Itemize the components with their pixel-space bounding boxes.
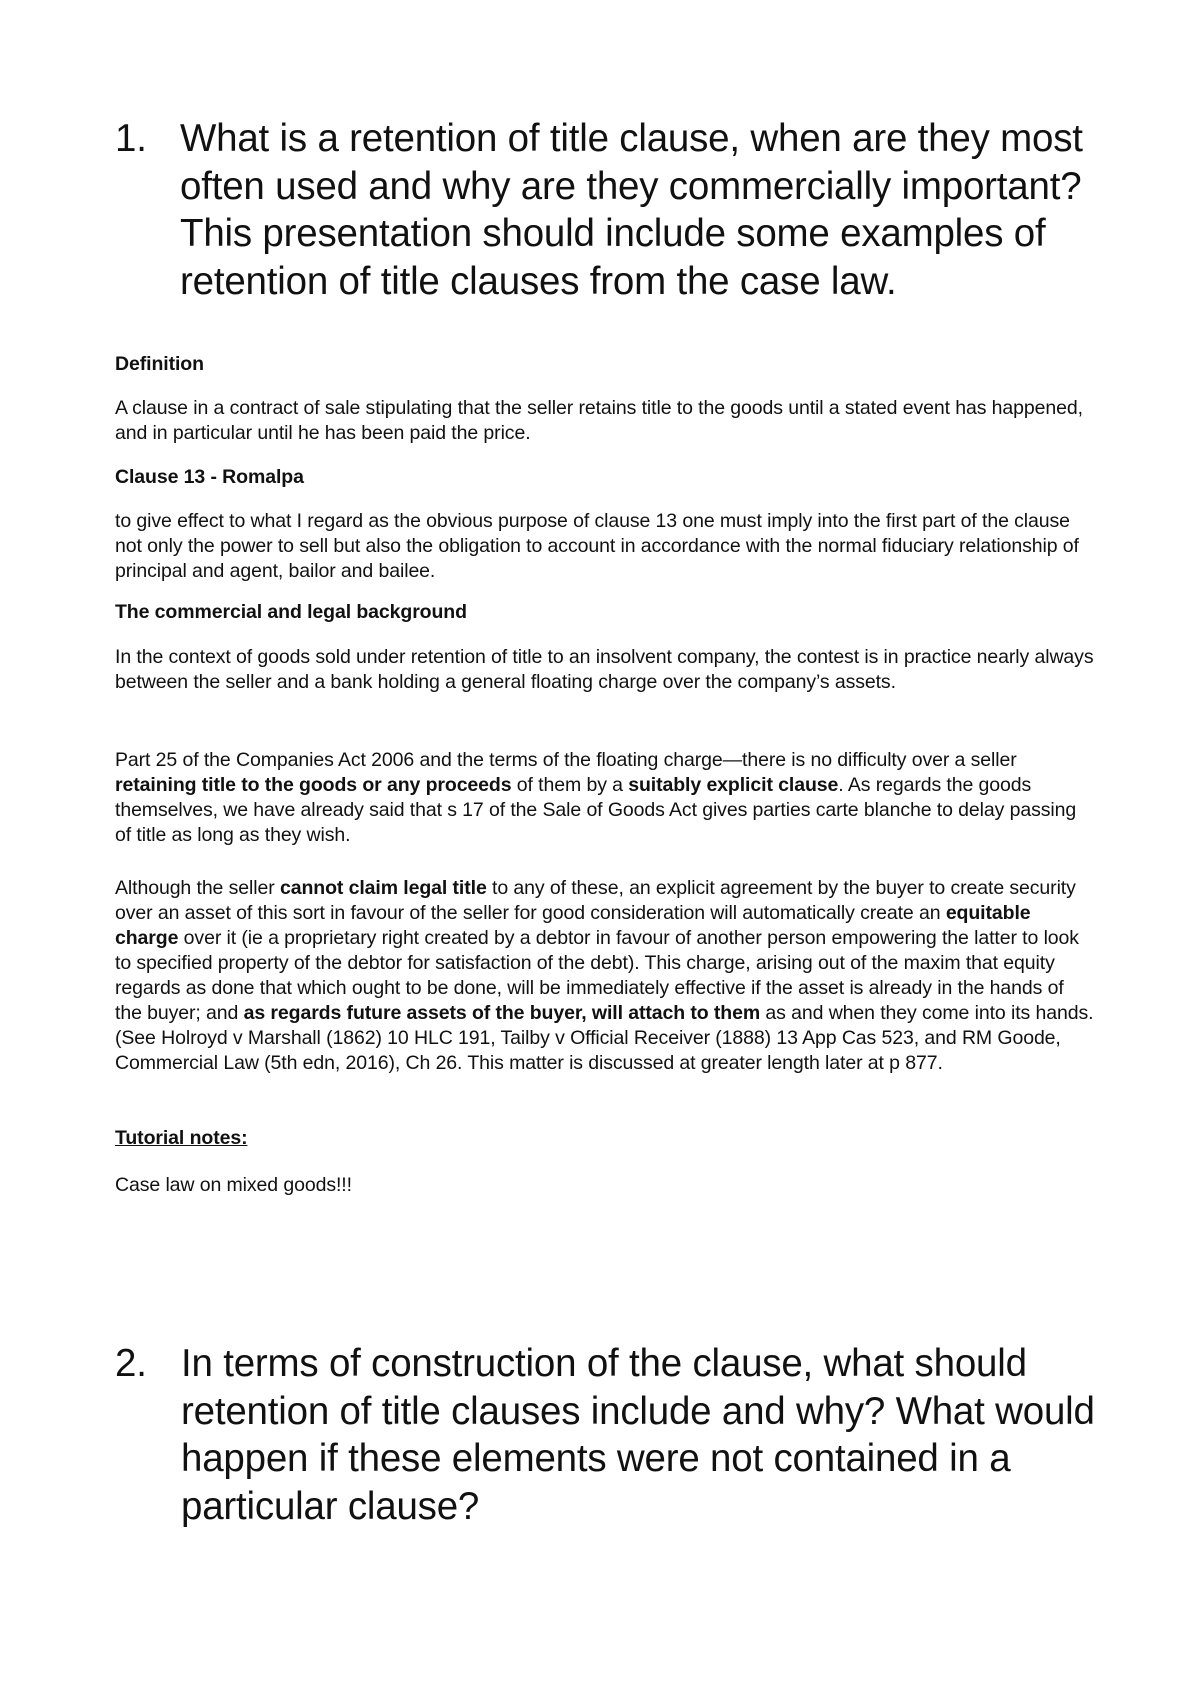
question-text: In terms of construction of the clause, what should retention of title clauses include and why? What would happen if these elements were not contained in a particular clause? bbox=[181, 1342, 1095, 1528]
although-paragraph bbox=[115, 876, 1095, 1076]
clause13-heading-block bbox=[115, 465, 1095, 490]
bold-run: as regards future assets of the buyer, will attach to them bbox=[243, 1002, 761, 1024]
text-run: to any of these, an explicit agreement by the buyer to create security over an asset of this sort in favour of the seller for good consideration will automatically create an bbox=[115, 877, 1076, 924]
part25-text bbox=[115, 748, 1095, 848]
bold-run: retaining title to the goods or any proceeds bbox=[115, 774, 512, 796]
part25-paragraph bbox=[115, 748, 1095, 848]
text-run: as and when they come into its hands. (See Holroyd v Marshall (1862) 10 HLC 191, Tailby v Official Receiver (1888) 13 App Cas 523, and RM Goode, Commercial Law (5th edn, 2016), Ch 26. This matter is discussed at greater length later at p 877. bbox=[115, 1002, 1094, 1074]
question-number: 2. bbox=[115, 1342, 147, 1385]
question-1 bbox=[115, 115, 1115, 305]
question-text: What is a retention of title clause, when are they most often used and why are they commercially important? This presentation should include some examples of retention of title clauses from the case law. bbox=[180, 117, 1083, 303]
text-run: . As regards the goods themselves, we have already said that s 17 of the Sale of Goods Act gives parties carte blanche to delay passing of title as long as they wish. bbox=[115, 774, 1077, 846]
although-text bbox=[115, 876, 1095, 1076]
clause13-paragraph bbox=[115, 509, 1095, 584]
section-heading-clause13: Clause 13 - Romalpa bbox=[115, 466, 304, 488]
question-number: 1. bbox=[115, 117, 147, 160]
definition-heading-block bbox=[115, 352, 1095, 377]
text-run: Although the seller bbox=[115, 877, 280, 899]
background-heading-block bbox=[115, 600, 1095, 625]
tutorial-text: Case law on mixed goods!!! bbox=[115, 1174, 352, 1196]
clause13-text: to give effect to what I regard as the obvious purpose of clause 13 one must imply into the first part of the clause not only the power to sell but also the obligation to account in accordance with the normal fiduciary relationship of principal and agent, bailor and bailee. bbox=[115, 510, 1079, 582]
tutorial-paragraph bbox=[115, 1173, 1095, 1198]
bold-run: equitable charge bbox=[115, 902, 1031, 949]
background-text: In the context of goods sold under retention of title to an insolvent company, the contest is in practice nearly always between the seller and a bank holding a general floating charge over the company’s assets. bbox=[115, 646, 1094, 693]
background-paragraph bbox=[115, 645, 1095, 695]
bold-run: suitably explicit clause bbox=[628, 774, 839, 796]
bold-run: cannot claim legal title bbox=[279, 877, 487, 899]
definition-text: A clause in a contract of sale stipulating that the seller retains title to the goods until a stated event has happened, and in particular until he has been paid the price. bbox=[115, 397, 1083, 444]
tutorial-heading-block bbox=[115, 1126, 1095, 1151]
section-heading-background: The commercial and legal background bbox=[115, 601, 467, 623]
text-run: of them by a bbox=[511, 774, 629, 796]
section-heading-definition: Definition bbox=[115, 353, 204, 375]
text-run: over it (ie a proprietary right created by a debtor in favour of another person empowering the latter to look to specified property of the debtor for satisfaction of the debt). This charge, arising out of the maxim that equity regards as done that which ought to be done, will be immediately effective if the asset is already in the hands of the buyer; and bbox=[115, 927, 1079, 1024]
section-heading-tutorial: Tutorial notes: bbox=[115, 1127, 248, 1149]
definition-paragraph bbox=[115, 396, 1095, 446]
question-2 bbox=[115, 1340, 1115, 1530]
text-run: Part 25 of the Companies Act 2006 and the terms of the floating charge—there is no difficulty over a seller bbox=[115, 749, 1017, 771]
